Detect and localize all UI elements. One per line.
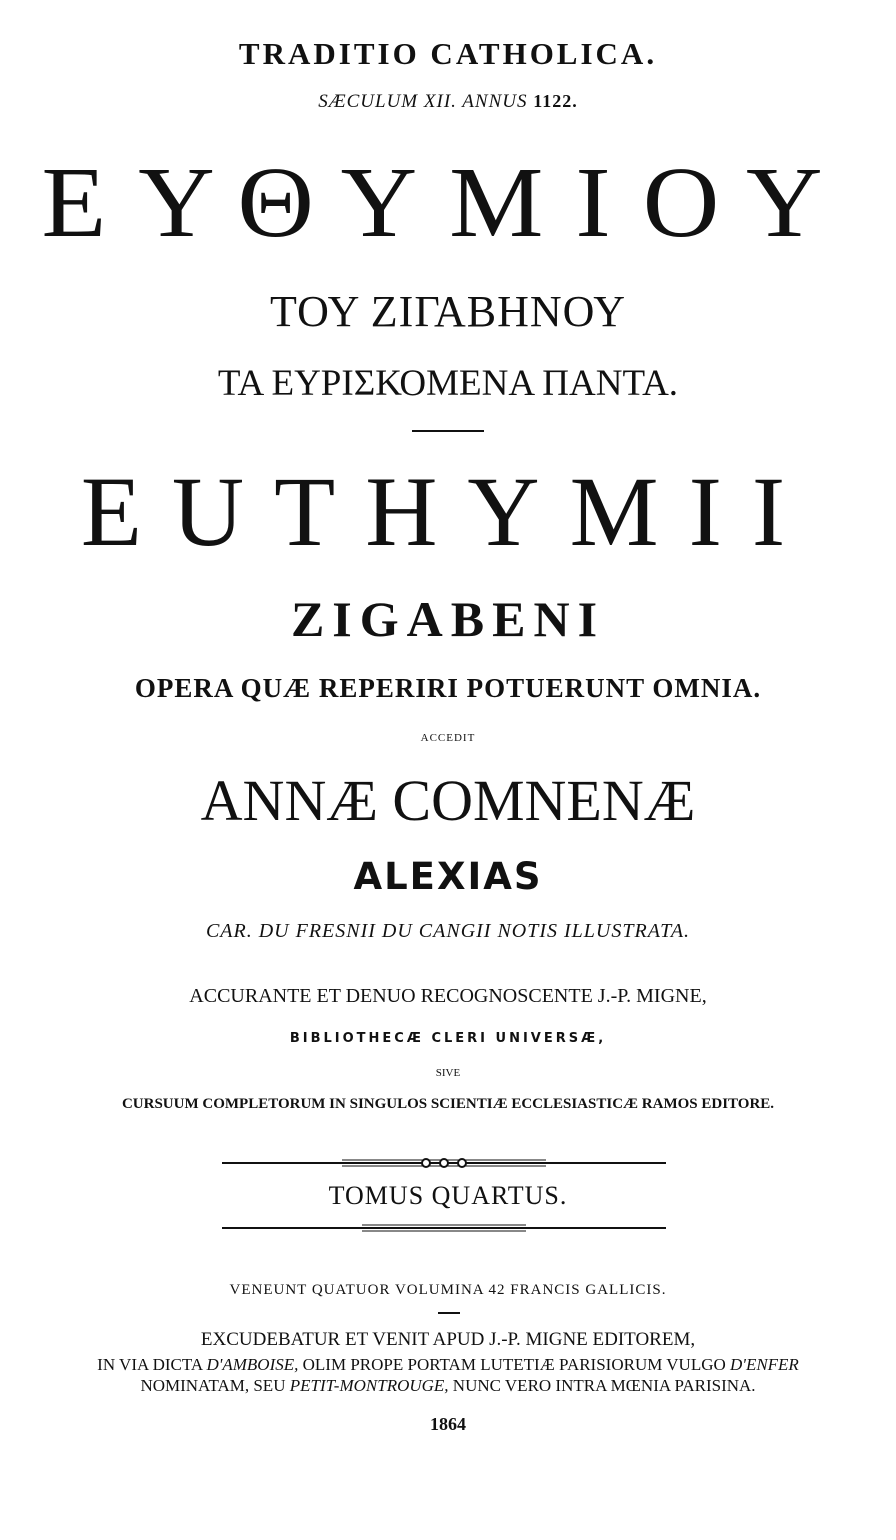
latin-author-surname: ZIGABENI [290, 591, 606, 647]
century-line [0, 92, 896, 111]
small-rule [438, 1312, 460, 1314]
latin-works-title: OPERA QUÆ REPERIRI POTUERUNT OMNIA. [134, 673, 762, 703]
imprint-line-2-street: D'AMBOISE, [206, 1355, 299, 1374]
notes-line: CAR. DU FRESNII DU CANGII NOTIS ILLUSTRATA. [205, 920, 691, 942]
accedit-label: ACCEDIT [420, 732, 476, 744]
imprint-line-2 [0, 1356, 896, 1373]
greek-works-title: ΤΑ ΕΥΡΙΣΚΟΜΕΝΑ ΠΑΝΤΑ. [217, 363, 679, 404]
imprint-line-2-part-a: IN VIA DICTA [97, 1355, 203, 1374]
century-year: 1122. [533, 91, 578, 111]
imprint-line-2-gate: D'ENFER [730, 1355, 799, 1374]
series-title: TRADITIO CATHOLICA. [238, 36, 658, 71]
bibliotheca-line: BIBLIOTHECÆ CLERI UNIVERSÆ, [289, 1031, 607, 1046]
separator-rule [412, 430, 484, 432]
imprint-line-2-part-c: OLIM PROPE PORTAM LUTETIÆ PARISIORUM VULGO [302, 1355, 726, 1374]
second-author-name: ANNÆ COMNENÆ [200, 768, 696, 833]
latin-author-name: EUTHYMII [80, 456, 816, 567]
ornament-rule-bottom [222, 1221, 666, 1235]
price-line: VENEUNT QUATUOR VOLUMINA 42 FRANCIS GALLICIS. [229, 1282, 667, 1298]
second-work-title: ALEXIAS [353, 855, 543, 898]
greek-author-name: ΕΥΘΥΜΙΟΥ [41, 146, 855, 259]
editor-line: ACCURANTE ET DENUO RECOGNOSCENTE J.-P. MIGNE, [189, 985, 707, 1007]
imprint-line-1: EXCUDEBATUR ET VENIT APUD J.-P. MIGNE EDITOREM, [200, 1329, 696, 1350]
sive-line: SIVE [435, 1067, 461, 1079]
ornament-rule-top [222, 1156, 666, 1170]
publication-year: 1864 [430, 1414, 466, 1434]
imprint-line-3-part-c: NUNC VERO INTRA MŒNIA PARISINA. [452, 1376, 756, 1395]
imprint-line-3 [0, 1377, 896, 1394]
century-label: SÆCULUM XII. ANNUS [318, 91, 528, 112]
imprint-line-3-district: PETIT-MONTROUGE, [289, 1376, 449, 1395]
greek-author-surname: ΤΟΥ ΖΙΓΑΒΗΝΟΥ [270, 287, 626, 336]
imprint-line-3-part-a: NOMINATAM, SEU [140, 1376, 286, 1395]
volume-label: TOMUS QUARTUS. [328, 1181, 568, 1210]
cursuum-line: CURSUUM COMPLETORUM IN SINGULOS SCIENTIÆ ECCLESIASTICÆ RAMOS EDITORE. [121, 1096, 775, 1112]
